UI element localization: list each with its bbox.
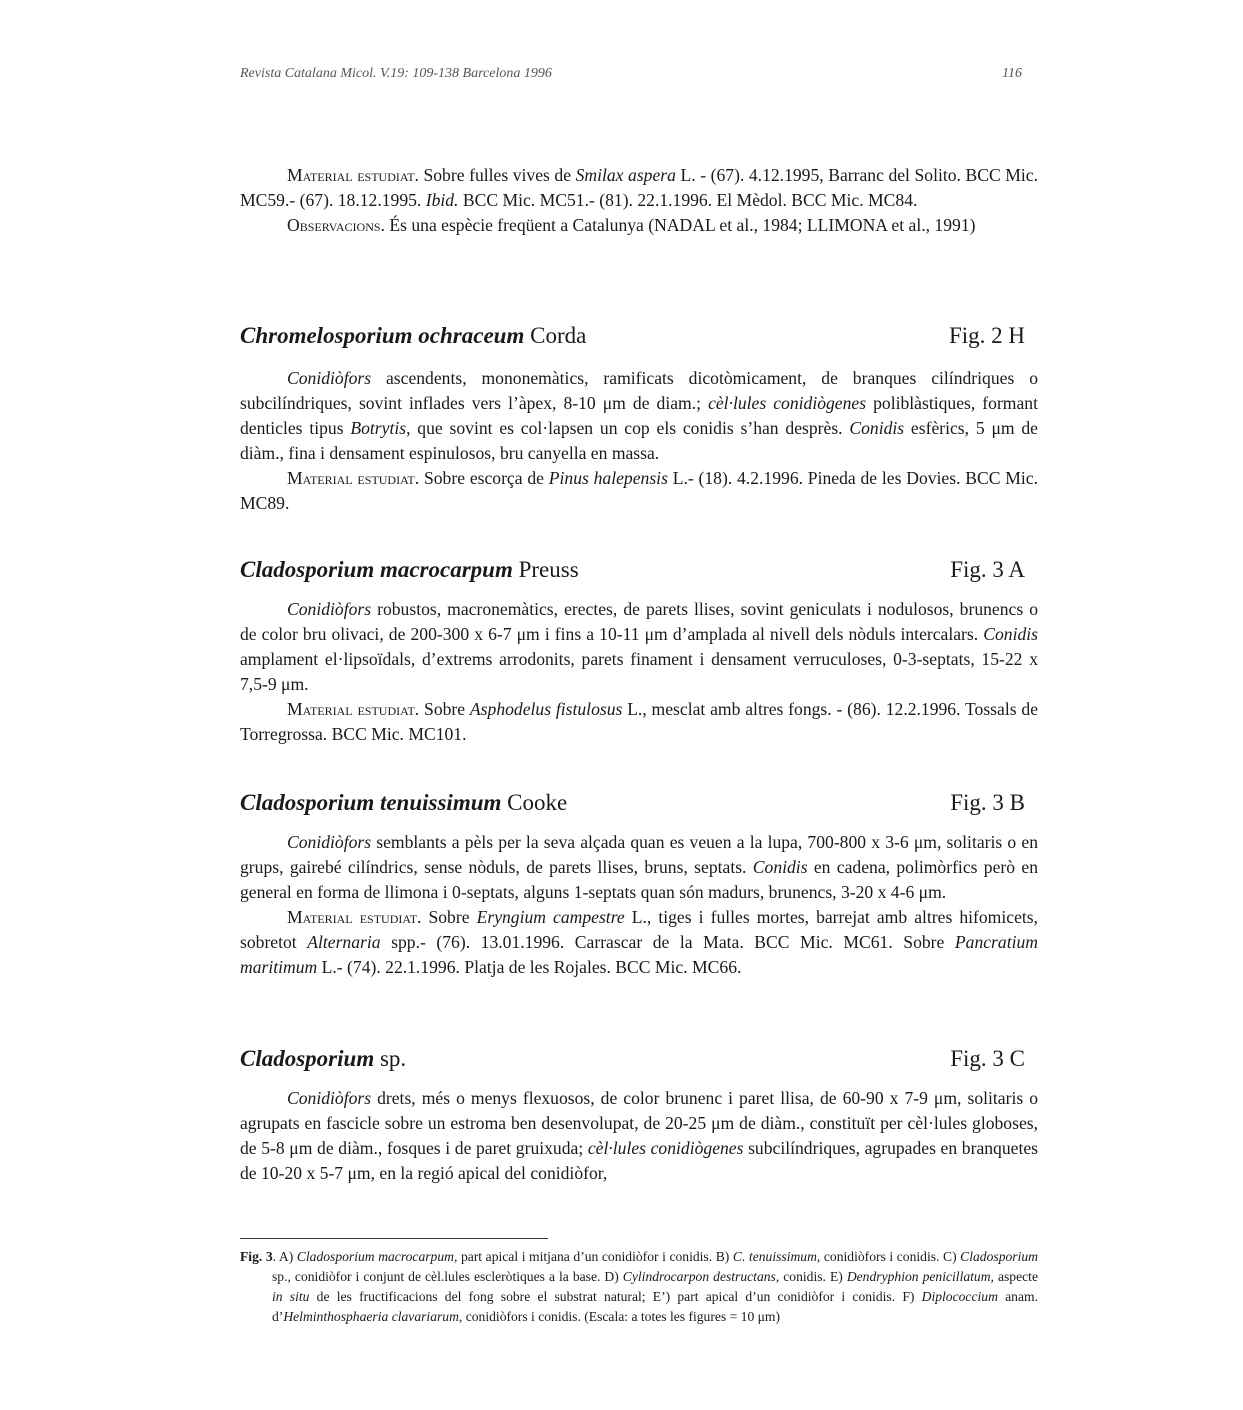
species-body	[240, 1086, 1038, 1186]
material-paragraph: Material estudiat. Sobre escorça de Pinus halepensis L.- (18). 4.2.1996. Pineda de les Dovies. BCC Mic. MC89.	[240, 468, 1039, 513]
observations-paragraph: Observacions. És una espècie freqüent a Catalunya (NADAL et al., 1984; LLIMONA et al., 1991)	[287, 215, 976, 235]
species-heading: Cladosporium tenuissimum Cooke Fig. 3 B	[240, 790, 1025, 815]
species-body	[240, 830, 1038, 980]
description-paragraph: Conidiòfors semblants a pèls per la seva alçada quan es veuen a la lupa, 700-800 x 3-6 μm, solitaris o en grups, gairebé cilíndrics, sense nòduls, de parets llises, bruns, septats. Conidis en cadena, polimòrfics però en general en forma de llimona i 0-septats, alguns 1-septats quan són madurs, brunencs, 3-20 x 4-6 μm.	[240, 832, 1038, 902]
journal-citation: Revista Catalana Micol. V.19: 109-138 Barcelona 1996	[240, 66, 552, 81]
figure-reference: Fig. 3 C	[950, 1046, 1025, 1071]
species-body	[240, 366, 1038, 516]
material-paragraph: Material estudiat. Sobre fulles vives de Smilax aspera L. - (67). 4.12.1995, Barranc del Solito. BCC Mic. MC59.- (67). 18.12.1995. Ibid. BCC Mic. MC51.- (81). 22.1.1996. El Mèdol. BCC Mic. MC84.	[240, 165, 1038, 210]
running-header	[240, 66, 1022, 82]
species-heading: Cladosporium sp. Fig. 3 C	[240, 1046, 1025, 1071]
species-heading: Chromelosporium ochraceum Corda Fig. 2 H	[240, 323, 1025, 348]
figure-caption: Fig. 3. A) Cladosporium macrocarpum, part apical i mitjana d’un conidiòfor i conidis. B) C. tenuissimum, conidiòfors i conidis. C) Cladosporium sp., conidiòfor i conjunt de cèl.lules escleròtiques a la base. D) Cylindrocarpon destructans, conidis. E) Dendryphion penicillatum, aspecte in situ de les fructificacions del fong sobre el substrat natural; E’) part apical d’un conidiòfor i conidis. F) Diplococcium anam. d’Helminthosphaeria clavariarum, conidiòfors i conidis. (Escala: a totes les figures = 10 μm)	[240, 1249, 1038, 1324]
description-paragraph: Conidiòfors ascendents, mononemàtics, ramificats dicotòmicament, de branques cilíndriques o subcilíndriques, sovint inflades vers l’àpex, 8-10 μm de diam.; cèl·lules conidiògenes poliblàstiques, formant denticles tipus Botrytis, que sovint es col·lapsen un cop els conidis s’han desprès. Conidis esfèrics, 5 μm de diàm., fina i densament espinulosos, bru canyella en massa.	[240, 368, 1038, 463]
figure-reference: Fig. 3 B	[950, 790, 1025, 815]
species-heading: Cladosporium macrocarpum Preuss Fig. 3 A	[240, 557, 1025, 582]
material-paragraph: Material estudiat. Sobre Asphodelus fistulosus L., mesclat amb altres fongs. - (86). 12.2.1996. Tossals de Torregrossa. BCC Mic. MC101.	[240, 699, 1038, 744]
footnote-rule	[240, 1238, 548, 1239]
material-paragraph: Material estudiat. Sobre Eryngium campestre L., tiges i fulles mortes, barrejat amb altres hifomicets, sobretot Alternaria spp.- (76). 13.01.1996. Carrascar de la Mata. BCC Mic. MC61. Sobre Pancratium maritimum L.- (74). 22.1.1996. Platja de les Rojales. BCC Mic. MC66.	[240, 907, 1039, 977]
description-paragraph: Conidiòfors drets, més o menys flexuosos, de color brunenc i paret llisa, de 60-90 x 7-9 μm, solitaris o agrupats en fascicle sobre un estroma ben desenvolupat, de 20-25 μm de diàm., constituït per cèl·lules globoses, de 5-8 μm de diàm., fosques i de paret gruixuda; cèl·lules conidiògenes subcilíndriques, agrupades en branquetes de 10-20 x 5-7 μm, en la regió apical del conidiòfor,	[240, 1088, 1038, 1183]
description-paragraph: Conidiòfors robustos, macronemàtics, erectes, de parets llises, sovint geniculats i nodulosos, brunencs o de color bru olivaci, de 200-300 x 6-7 μm i fins a 10-11 μm d’amplada al nivell dels nòduls intercalars. Conidis amplament el·lipsoïdals, d’extrems arrodonits, parets finament i densament verruculoses, 0-3-septats, 15-22 x 7,5-9 μm.	[240, 599, 1038, 694]
page-number: 116	[1002, 66, 1022, 81]
figure-reference: Fig. 2 H	[948, 323, 1025, 348]
figure-reference: Fig. 3 A	[950, 557, 1025, 582]
intro-section	[240, 163, 1038, 238]
species-body	[240, 597, 1038, 747]
